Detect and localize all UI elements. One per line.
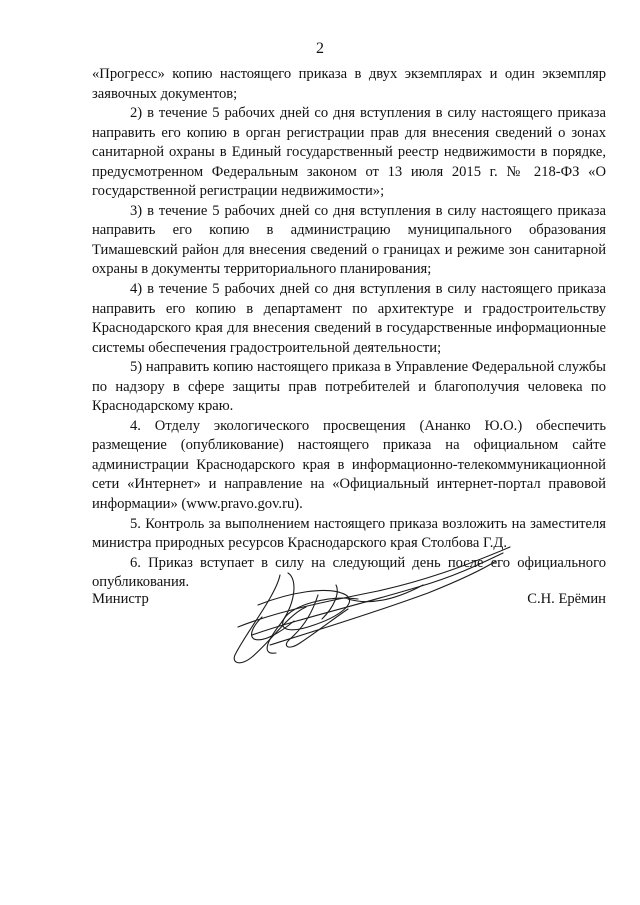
paragraph-clause-6: 6. Приказ вступает в силу на следующий день после его официального опубликования. (92, 554, 606, 591)
paragraph-item-5: 5) направить копию настоящего приказа в Управление Федеральной службы по надзору в сфере защиты прав потребителей и благополучия человека по Краснодарскому краю. (92, 359, 606, 415)
paragraph-item-3: 3) в течение 5 рабочих дней со дня вступления в силу настоящего приказа направить его копию в администрацию муниципального образования Тимашевский район для внесения сведений о границах и режиме зон санитарной охраны в документы территориального планирования; (92, 202, 606, 278)
signatory-name: С.Н. Ерёмин (527, 591, 606, 607)
document-body (92, 65, 606, 593)
paragraph-clause-4: 4. Отделу экологического просвещения (Ананко Ю.О.) обеспечить размещение (опубликование) настоящего приказа на официальном сайте администрации Краснодарского края в информационно-телекоммуникационной сети «Интернет» и направление на «Официальный интернет-портал правовой информации» (www.pravo.gov.ru). (92, 417, 606, 513)
paragraph-item-4: 4) в течение 5 рабочих дней со дня вступления в силу настоящего приказа направить его копию в департамент по архитектуре и градостроительству Краснодарского края для внесения сведений в государственные информационные системы обеспечения градостроительной деятельности; (92, 281, 606, 356)
paragraph-continuation: «Прогресс» копию настоящего приказа в двух экземплярах и один экземпляр заявочных документов; (92, 66, 606, 102)
paragraph-clause-5: 5. Контроль за выполнением настоящего приказа возложить на заместителя министра природных ресурсов Краснодарского края Столбова Г.Д. (92, 515, 606, 552)
signature-block (92, 590, 606, 614)
signatory-title: Министр (92, 591, 149, 607)
paragraph-item-2: 2) в течение 5 рабочих дней со дня вступления в силу настоящего приказа направить его копию в орган регистрации прав для внесения сведений о зонах санитарной охраны в Единый государственный реестр недвижимости в порядке, предусмотренном Федеральным законом от 13 июля 2015 г. № 218-ФЗ «О государственной регистрации недвижимости»; (92, 105, 606, 200)
page-number: 2 (316, 40, 324, 57)
